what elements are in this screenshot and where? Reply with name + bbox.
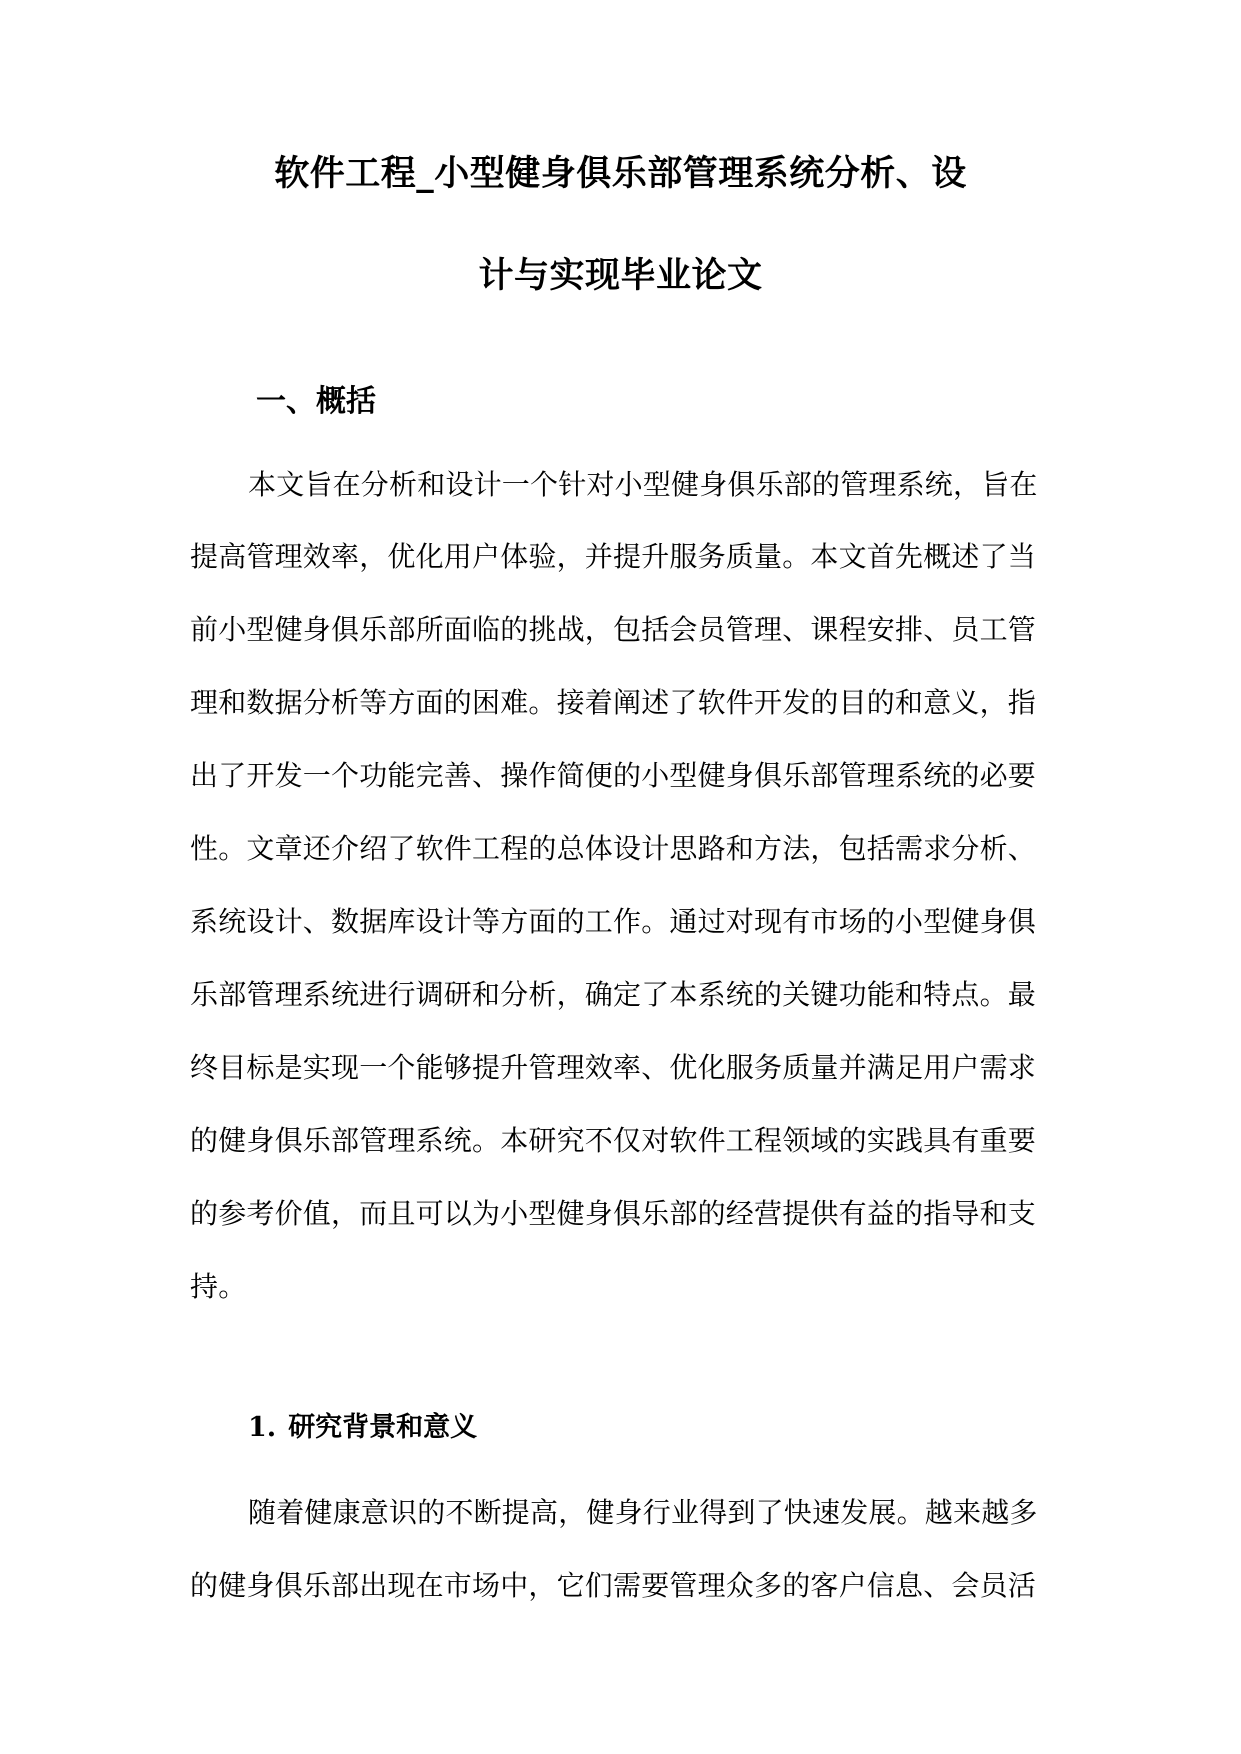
- paragraph-line: 前小型健身俱乐部所面临的挑战，包括会员管理、课程安排、员工管: [190, 613, 1037, 646]
- paragraph-line: 随着健康意识的不断提高，健身行业得到了快速发展。越来越多: [248, 1496, 1038, 1529]
- paragraph-line: 提高管理效率，优化用户体验，并提升服务质量。本文首先概述了当: [190, 540, 1037, 573]
- paragraph-line: 的健身俱乐部出现在市场中，它们需要管理众多的客户信息、会员活: [190, 1569, 1037, 1602]
- paragraph-line: 终目标是实现一个能够提升管理效率、优化服务质量并满足用户需求: [190, 1051, 1037, 1084]
- paragraph-line: 系统设计、数据库设计等方面的工作。通过对现有市场的小型健身俱: [190, 905, 1037, 938]
- section-heading-overview: 一、概括: [256, 384, 376, 419]
- paragraph-line: 本文旨在分析和设计一个针对小型健身俱乐部的管理系统，旨在: [248, 468, 1038, 501]
- subsection-number: 1.: [248, 1412, 277, 1443]
- paragraph-line: 的健身俱乐部管理系统。本研究不仅对软件工程领域的实践具有重要: [190, 1124, 1037, 1157]
- document-title-line-2: 计与实现毕业论文: [478, 256, 763, 296]
- paragraph-line: 持。: [190, 1270, 247, 1303]
- subsection-title: 研究背景和意义: [288, 1412, 478, 1443]
- paragraph-line: 理和数据分析等方面的困难。接着阐述了软件开发的目的和意义，指: [190, 686, 1037, 719]
- paragraph-line: 的参考价值，而且可以为小型健身俱乐部的经营提供有益的指导和支: [190, 1197, 1037, 1230]
- subsection-heading-background: [248, 1412, 477, 1444]
- paragraph-line: 性。文章还介绍了软件工程的总体设计思路和方法，包括需求分析、: [190, 832, 1037, 865]
- paragraph-line: 出了开发一个功能完善、操作简便的小型健身俱乐部管理系统的必要: [190, 759, 1037, 792]
- paragraph-line: 乐部管理系统进行调研和分析，确定了本系统的关键功能和特点。最: [190, 978, 1037, 1011]
- document-title-line-1: 软件工程_小型健身俱乐部管理系统分析、设: [274, 154, 967, 194]
